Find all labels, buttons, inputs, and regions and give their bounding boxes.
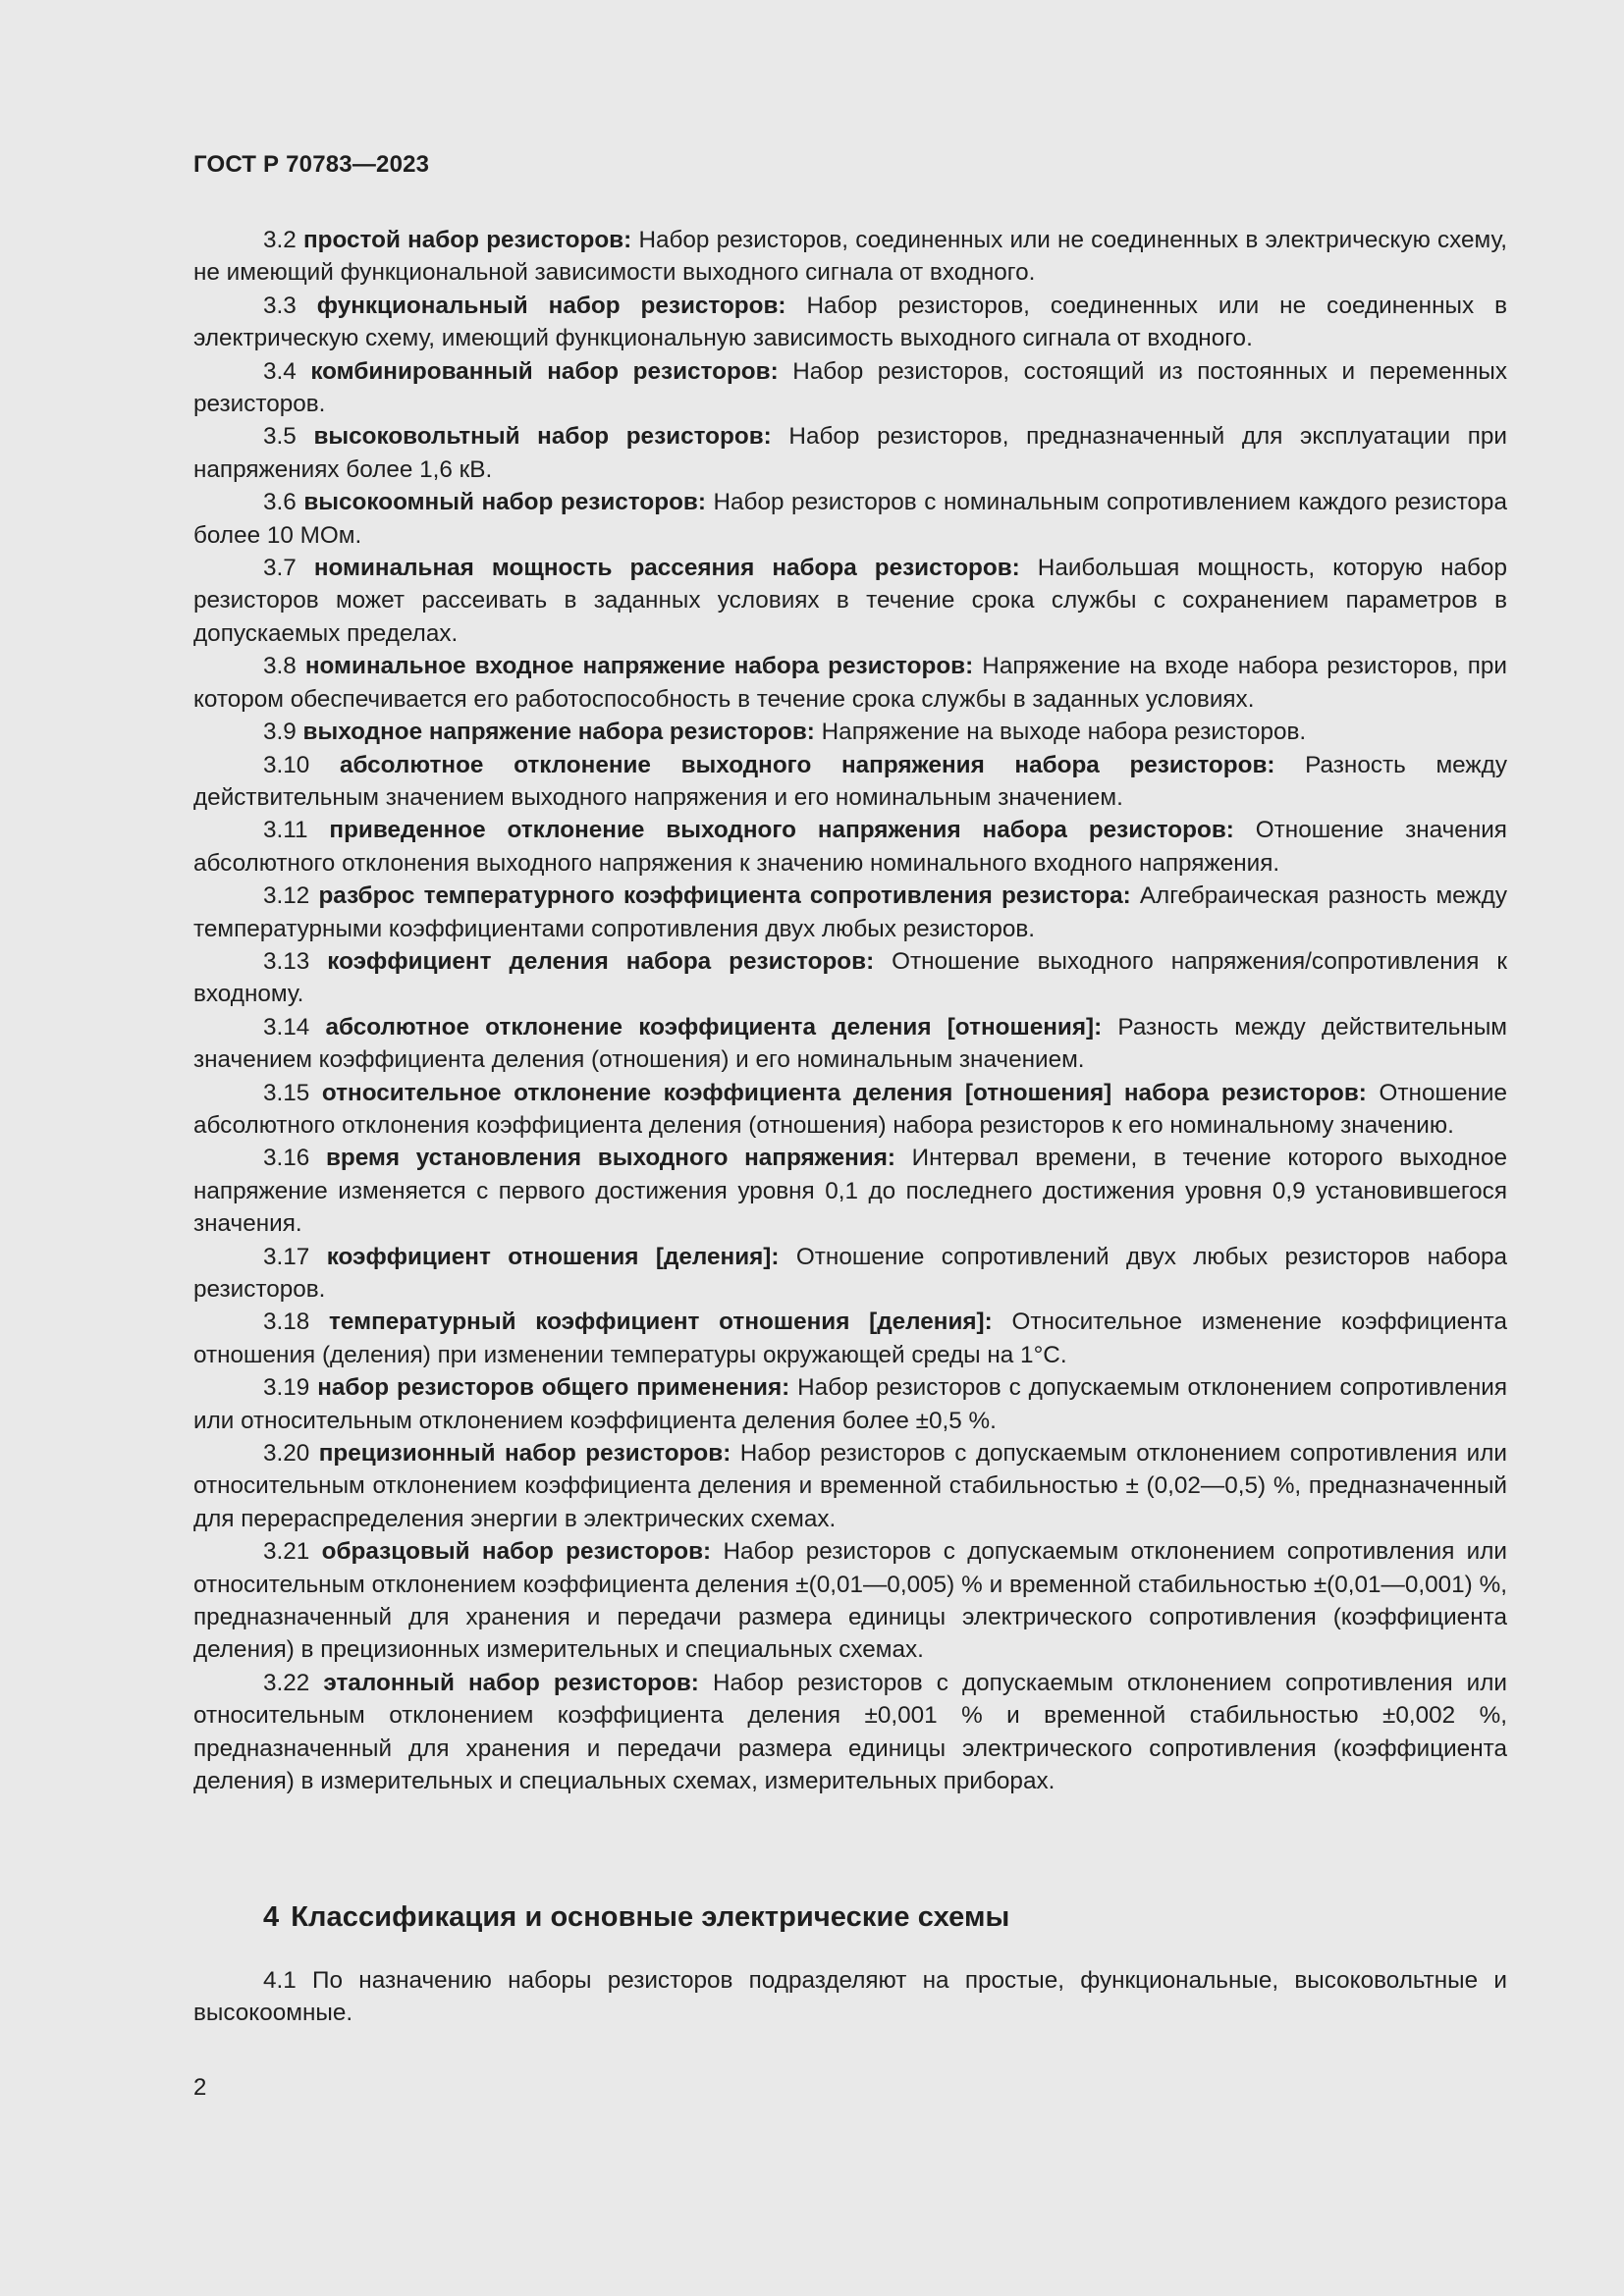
- clause-definition: Набор резисторов с номинальным сопротивлением каждого резистора более 10 МОм.: [193, 489, 1507, 549]
- clause-3-11: [193, 814, 1507, 880]
- clause-term: выходное напряжение набора резисторов:: [302, 719, 815, 746]
- clause-3-5: [193, 420, 1507, 486]
- clause-term: коэффициент деления набора резисторов:: [327, 947, 875, 975]
- document-id-header: ГОСТ Р 70783—2023: [193, 151, 430, 178]
- clause-definition: Набор резисторов, соединенных или не соединенных в электрическую схему, не имеющий функциональной зависимости выходного сигнала от входного.: [193, 227, 1507, 287]
- definitions-list: [193, 224, 1507, 1798]
- clause-number: 3.11: [263, 817, 308, 844]
- clause-3-4: [193, 355, 1507, 421]
- clause-definition: Набор резисторов, соединенных или не соединенных в электрическую схему, имеющий функциональную зависимость выходного сигнала от входного.: [193, 292, 1507, 352]
- clause-term: относительное отклонение коэффициента деления [отношения] набора резисторов:: [321, 1079, 1367, 1106]
- clause-term: простой набор резисторов:: [303, 227, 632, 253]
- clause-definition: Отношение абсолютного отклонения коэффициента деления (отношения) набора резисторов к его номинальному значению.: [193, 1079, 1507, 1139]
- clause-term: функциональный набор резисторов:: [316, 292, 786, 319]
- clause-number: 3.17: [263, 1243, 310, 1270]
- clause-term: образцовый набор резисторов:: [321, 1538, 712, 1566]
- clause-definition: Набор резисторов с допускаемым отклонением сопротивления или относительным отклонением коэффициента деления и временной стабильностью ± (0,02—0,5) %, предназначенный для перераспределения энергии в электрических схемах.: [193, 1440, 1507, 1532]
- clause-3-10: [193, 749, 1507, 815]
- clause-definition: Набор резисторов, предназначенный для эксплуатации при напряжениях более 1,6 кВ.: [193, 423, 1507, 483]
- clause-3-16: [193, 1142, 1507, 1240]
- clause-definition: Набор резисторов с допускаемым отклонением сопротивления или относительным отклонением коэффициента деления ±(0,01—0,005) % и временной стабильностью ±(0,01—0,001) %, предназначенный для хранения и передачи размера единицы электрического сопротивления (коэффициента деления) в прецизионных измерительных и специальных схемах.: [193, 1538, 1508, 1664]
- clause-number: 3.3: [263, 292, 297, 319]
- section-4-heading: [263, 1901, 1009, 1934]
- clause-number: 3.9: [263, 719, 297, 746]
- clause-3-2: [193, 224, 1507, 290]
- clause-term: абсолютное отклонение коэффициента деления [отношения]:: [325, 1013, 1103, 1041]
- clause-number: 3.4: [263, 357, 297, 385]
- clause-term: температурный коэффициент отношения [деления]:: [329, 1308, 993, 1336]
- clause-number: 3.7: [263, 555, 297, 582]
- clause-number: 3.5: [263, 423, 297, 451]
- clause-3-15: [193, 1077, 1507, 1143]
- clause-3-12: [193, 880, 1507, 945]
- page-number: 2: [193, 2074, 207, 2101]
- clause-3-9: [193, 716, 1507, 748]
- clause-definition: Отношение выходного напряжения/сопротивления к входному.: [193, 947, 1507, 1008]
- clause-term: набор резисторов общего применения:: [317, 1374, 790, 1402]
- clause-term: номинальная мощность рассеяния набора резисторов:: [313, 555, 1020, 582]
- clause-3-14: [193, 1011, 1507, 1077]
- clause-term: высоковольтный набор резисторов:: [313, 423, 772, 451]
- clause-term: приведенное отклонение выходного напряжения набора резисторов:: [329, 817, 1234, 844]
- clause-number: 3.18: [263, 1308, 310, 1336]
- clause-number: 3.21: [263, 1538, 310, 1566]
- clause-definition: Напряжение на входе набора резисторов, при котором обеспечивается его работоспособность в течение срока службы в заданных условиях.: [193, 653, 1507, 713]
- clause-definition: Разность между действительным значением выходного напряжения и его номинальным значением.: [193, 751, 1507, 811]
- clause-definition: Интервал времени, в течение которого выходное напряжение изменяется с первого достижения уровня 0,1 до последнего достижения уровня 0,9 установившегося значения.: [193, 1145, 1507, 1238]
- clause-term: коэффициент отношения [деления]:: [326, 1243, 780, 1270]
- clause-number: 3.12: [263, 882, 310, 910]
- clause-3-3: [193, 290, 1507, 355]
- clause-definition: Отношение сопротивлений двух любых резисторов набора резисторов.: [193, 1243, 1507, 1303]
- clause-definition: Набор резисторов с допускаемым отклонением сопротивления или относительным отклонением коэффициента деления ±0,001 % и временной стабильностью ±0,002 %, предназначенный для хранения и передачи размера единицы электрического сопротивления (коэффициента деления) в измерительных и специальных схемах, измерительных приборах.: [193, 1669, 1507, 1795]
- clause-3-7: [193, 552, 1507, 650]
- clause-definition: Относительное изменение коэффициента отношения (деления) при изменении температуры окружающей среды на 1°С.: [193, 1308, 1507, 1368]
- clause-number: 3.13: [263, 947, 310, 975]
- clause-number: 3.20: [263, 1440, 310, 1468]
- clause-number: 3.6: [263, 489, 297, 516]
- clause-definition: Набор резисторов с допускаемым отклонением сопротивления или относительным отклонением коэффициента деления более ±0,5 %.: [193, 1374, 1507, 1434]
- clause-3-19: [193, 1371, 1507, 1437]
- clause-number: 3.15: [263, 1079, 310, 1106]
- clause-number: 3.16: [263, 1145, 310, 1172]
- section-number: 4: [263, 1901, 280, 1933]
- clause-3-8: [193, 650, 1507, 716]
- clause-term: номинальное входное напряжение набора резисторов:: [304, 653, 974, 680]
- clause-definition: Разность между действительным значением коэффициента деления (отношения) и его номинальным значением.: [193, 1013, 1508, 1074]
- clause-definition: Наибольшая мощность, которую набор резисторов может рассеивать в заданных условиях в течение срока службы с сохранением параметров в допускаемых пределах.: [193, 555, 1507, 647]
- clause-term: разброс температурного коэффициента сопротивления резистора:: [318, 882, 1131, 910]
- clause-3-22: [193, 1667, 1507, 1798]
- clause-3-18: [193, 1306, 1507, 1371]
- clause-definition: Напряжение на выходе набора резисторов.: [821, 719, 1307, 746]
- section-title: Классификация и основные электрические схемы: [291, 1901, 1010, 1933]
- clause-term: время установления выходного напряжения:: [325, 1145, 895, 1172]
- clause-number: 3.2: [263, 227, 297, 253]
- clause-3-13: [193, 945, 1507, 1011]
- clause-term: комбинированный набор резисторов:: [310, 357, 779, 385]
- clause-3-20: [193, 1437, 1507, 1535]
- clause-term: высокоомный набор резисторов:: [303, 489, 706, 516]
- clause-definition: Отношение значения абсолютного отклонения выходного напряжения к значению номинального входного напряжения.: [193, 817, 1507, 877]
- clause-term: абсолютное отклонение выходного напряжения набора резисторов:: [339, 751, 1275, 778]
- clause-definition: Набор резисторов, состоящий из постоянных и переменных резисторов.: [193, 357, 1507, 418]
- clause-3-21: [193, 1535, 1507, 1667]
- clause-definition: Алгебраическая разность между температурными коэффициентами сопротивления двух любых резисторов.: [193, 882, 1507, 942]
- clause-term: прецизионный набор резисторов:: [318, 1440, 731, 1468]
- clause-3-17: [193, 1241, 1507, 1307]
- clause-number: 3.8: [263, 653, 297, 680]
- clause-term: эталонный набор резисторов:: [323, 1669, 699, 1696]
- clause-number: 3.14: [263, 1013, 310, 1041]
- clause-number: 3.19: [263, 1374, 310, 1402]
- clause-3-6: [193, 486, 1507, 552]
- clause-number: 3.22: [263, 1669, 310, 1696]
- paragraph-4-1: 4.1 По назначению наборы резисторов подразделяют на простые, функциональные, высоковольтные и высокоомные.: [193, 1967, 1507, 2027]
- clause-number: 3.10: [263, 751, 310, 778]
